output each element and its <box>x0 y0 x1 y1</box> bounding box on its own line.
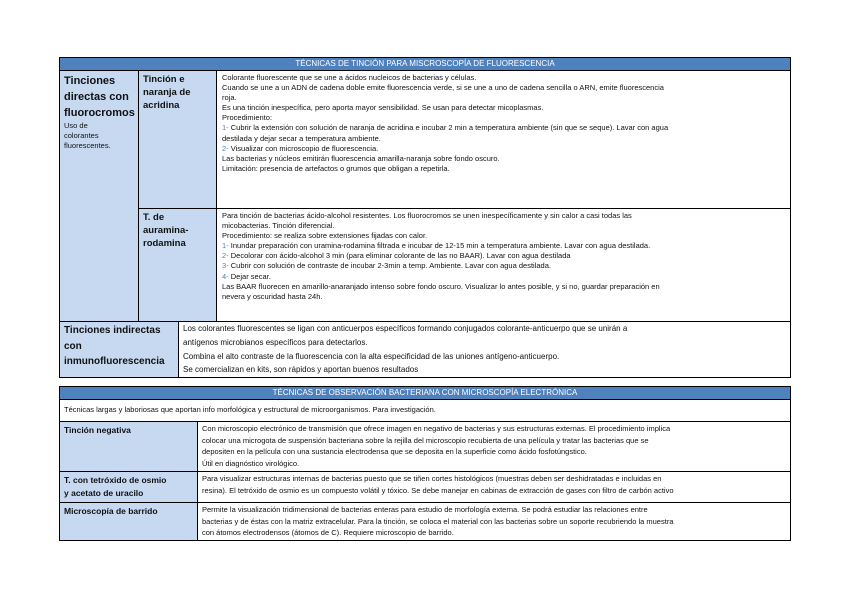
immunofluorescence-content <box>179 322 791 378</box>
step-number: 4- <box>222 271 229 281</box>
content-line: micobacterias. Tinción diferencial. <box>222 221 335 231</box>
step-number: 1- <box>222 241 229 251</box>
step-number: 2- <box>222 143 229 153</box>
acridine-orange-content <box>217 71 791 209</box>
content-line: Se comercializan en kits, son rápidos y aportan buenos resultados <box>183 365 419 375</box>
table2-intro: Técnicas largas y laboriosas que aportan info morfológica y estructural de microorganismos. Para investigación. <box>60 400 791 422</box>
fluorescence-staining-table <box>59 57 791 378</box>
content-line: 2- Decolorar con ácido-alcohol 3 min (para eliminar colorante de las no BAAR). Lavar con agua destilada <box>222 251 571 261</box>
negative-staining-content <box>198 422 791 472</box>
content-line: Es una tinción inespecífica, pero aporta mayor sensibilidad. Se usan para detectar micoplasmas. <box>222 103 544 113</box>
content-line: 4- Dejar secar. <box>222 271 271 281</box>
step-number: 1- <box>222 123 229 133</box>
step-number: 2- <box>222 251 229 261</box>
scanning-microscopy-content <box>198 503 791 541</box>
content-line: antígenos microbianos específicos para detectarlos. <box>183 337 368 347</box>
technique-scanning-microscopy: Microscopía de barrido <box>60 503 198 541</box>
category-indirect-immunofluorescence: Tinciones indirectas con inmunofluorescencia <box>60 322 179 378</box>
technique-acridine-orange: Tinción e naranja de acridina <box>139 71 217 209</box>
content-line: Limitación: presencia de artefactos o grumos que obligan a repetirla. <box>222 163 450 173</box>
technique-negative-staining: Tinción negativa <box>60 422 198 472</box>
content-line: Combina el alto contraste de la fluorescencia con la alta especificidad de las uniones antígeno-anticuerpo. <box>183 351 560 361</box>
content-line: Procedimiento: <box>222 113 273 123</box>
content-line: Procedimiento: se realiza sobre extensiones fijadas con calor. <box>222 231 428 241</box>
content-line: Los colorantes fluorescentes se ligan con anticuerpos específicos formando conjugados colorante-anticuerpo que se unirán a <box>183 324 628 333</box>
content-line: Cuando se une a un ADN de cadena doble emite fluorescencia verde, si se une a uno de cadena sencilla o ARN, emite fluorescencia <box>222 83 664 93</box>
content-line: bacterias y de éstas con la matriz extracelular. Para la tinción, se coloca el material con las bacterias sobre un soporte recubriendo la muestra <box>202 516 674 526</box>
content-line: depositen en la película con una sustancia electrodensa que se deposita en la superficie como ácido fosfotúngstico. <box>202 447 587 457</box>
content-line: Con microscopio electrónico de transmisión que ofrece imagen en negativo de bacterias y sus estructuras externas. El procedimiento implica <box>202 424 671 433</box>
content-line: resina). El tetróxido de osmio es un compuesto volátil y tóxico. Se debe manejar en cabinas de extracción de gases con filtro de carbón activo <box>202 485 674 495</box>
content-line: Permite la visualización tridimensional de bacterias enteras para estudio de morfología externa. Se podrá estudiar las relaciones entre <box>202 505 648 514</box>
content-line: con átomos electrodensos (átomos de C). Requiere microscopio de barrido. <box>202 528 454 538</box>
content-line: colocar una microgota de suspensión bacteriana sobre la rejilla del microscopio recubierta de una película y tratar las bacterias que se <box>202 435 649 445</box>
auramine-rhodamine-content <box>217 209 791 322</box>
content-line: Las bacterias y núcleos emitirán fluorescencia amarilla-naranja sobre fondo oscuro. <box>222 153 500 163</box>
osmium-tetroxide-content <box>198 472 791 503</box>
content-line: Para tinción de bacterias ácido-alcohol resistentes. Los fluorocromos se unen inespecíficamente y sin calor a casi todas las <box>222 211 632 220</box>
content-line: nevera y oscuridad hasta 24h. <box>222 291 323 301</box>
electron-microscopy-table <box>59 386 791 541</box>
category-direct-subtitle: Uso de colorantes fluorescentes. <box>64 121 111 150</box>
content-line: 2- Visualizar con microscopio de fluorescencia. <box>222 143 379 153</box>
content-line: 1- Cubrir la extensión con solución de naranja de acridina e incubar 2 min a temperatura ambiente (sin que se seque). Lavar con agua <box>222 123 669 133</box>
content-line: destilada y dejar secar a temperatura ambiente. <box>222 133 381 143</box>
content-line: Las BAAR fluorecen en amarillo-anaranjado intenso sobre fondo oscuro. Visualizar lo antes posible, y si no, guardar preparación en <box>222 281 660 291</box>
content-line: Colorante fluorescente que se une a ácidos nucleicos de bacterias y células. <box>222 73 477 82</box>
category-direct-title: Tinciones directas con fluorocromos <box>64 75 135 119</box>
technique-auramine-rhodamine: T. de auramina- rodamina <box>139 209 217 322</box>
content-line: Útil en diagnóstico virológico. <box>202 458 300 468</box>
table2-header: TÉCNICAS DE OBSERVACIÓN BACTERIANA CON MICROSCOPÍA ELECTRÓNICA <box>60 387 791 400</box>
content-line: 3- Cubrir con solución de contraste de incubar 2-3min a temp. Ambiente. Lavar con agua destilada. <box>222 261 551 271</box>
technique-osmium-tetroxide: T. con tetróxido de osmio y acetato de uracilo <box>60 472 198 503</box>
table1-header: TÉCNICAS DE TINCIÓN PARA MISCROSCOPÍA DE FLUORESCENCIA <box>60 58 791 71</box>
step-number: 3- <box>222 261 229 271</box>
content-line: Para visualizar estructuras internas de bacterias puesto que se tiñen cortes histológicos (muestras deben ser deshidratadas e incluidas en <box>202 474 662 483</box>
category-direct-fluorochromes <box>60 71 139 322</box>
content-line: 1- Inundar preparación con uramina-rodamina filtrada e incubar de 12-15 min a temperatura ambiente. Lavar con agua destilada. <box>222 241 651 251</box>
content-line: roja. <box>222 93 237 103</box>
